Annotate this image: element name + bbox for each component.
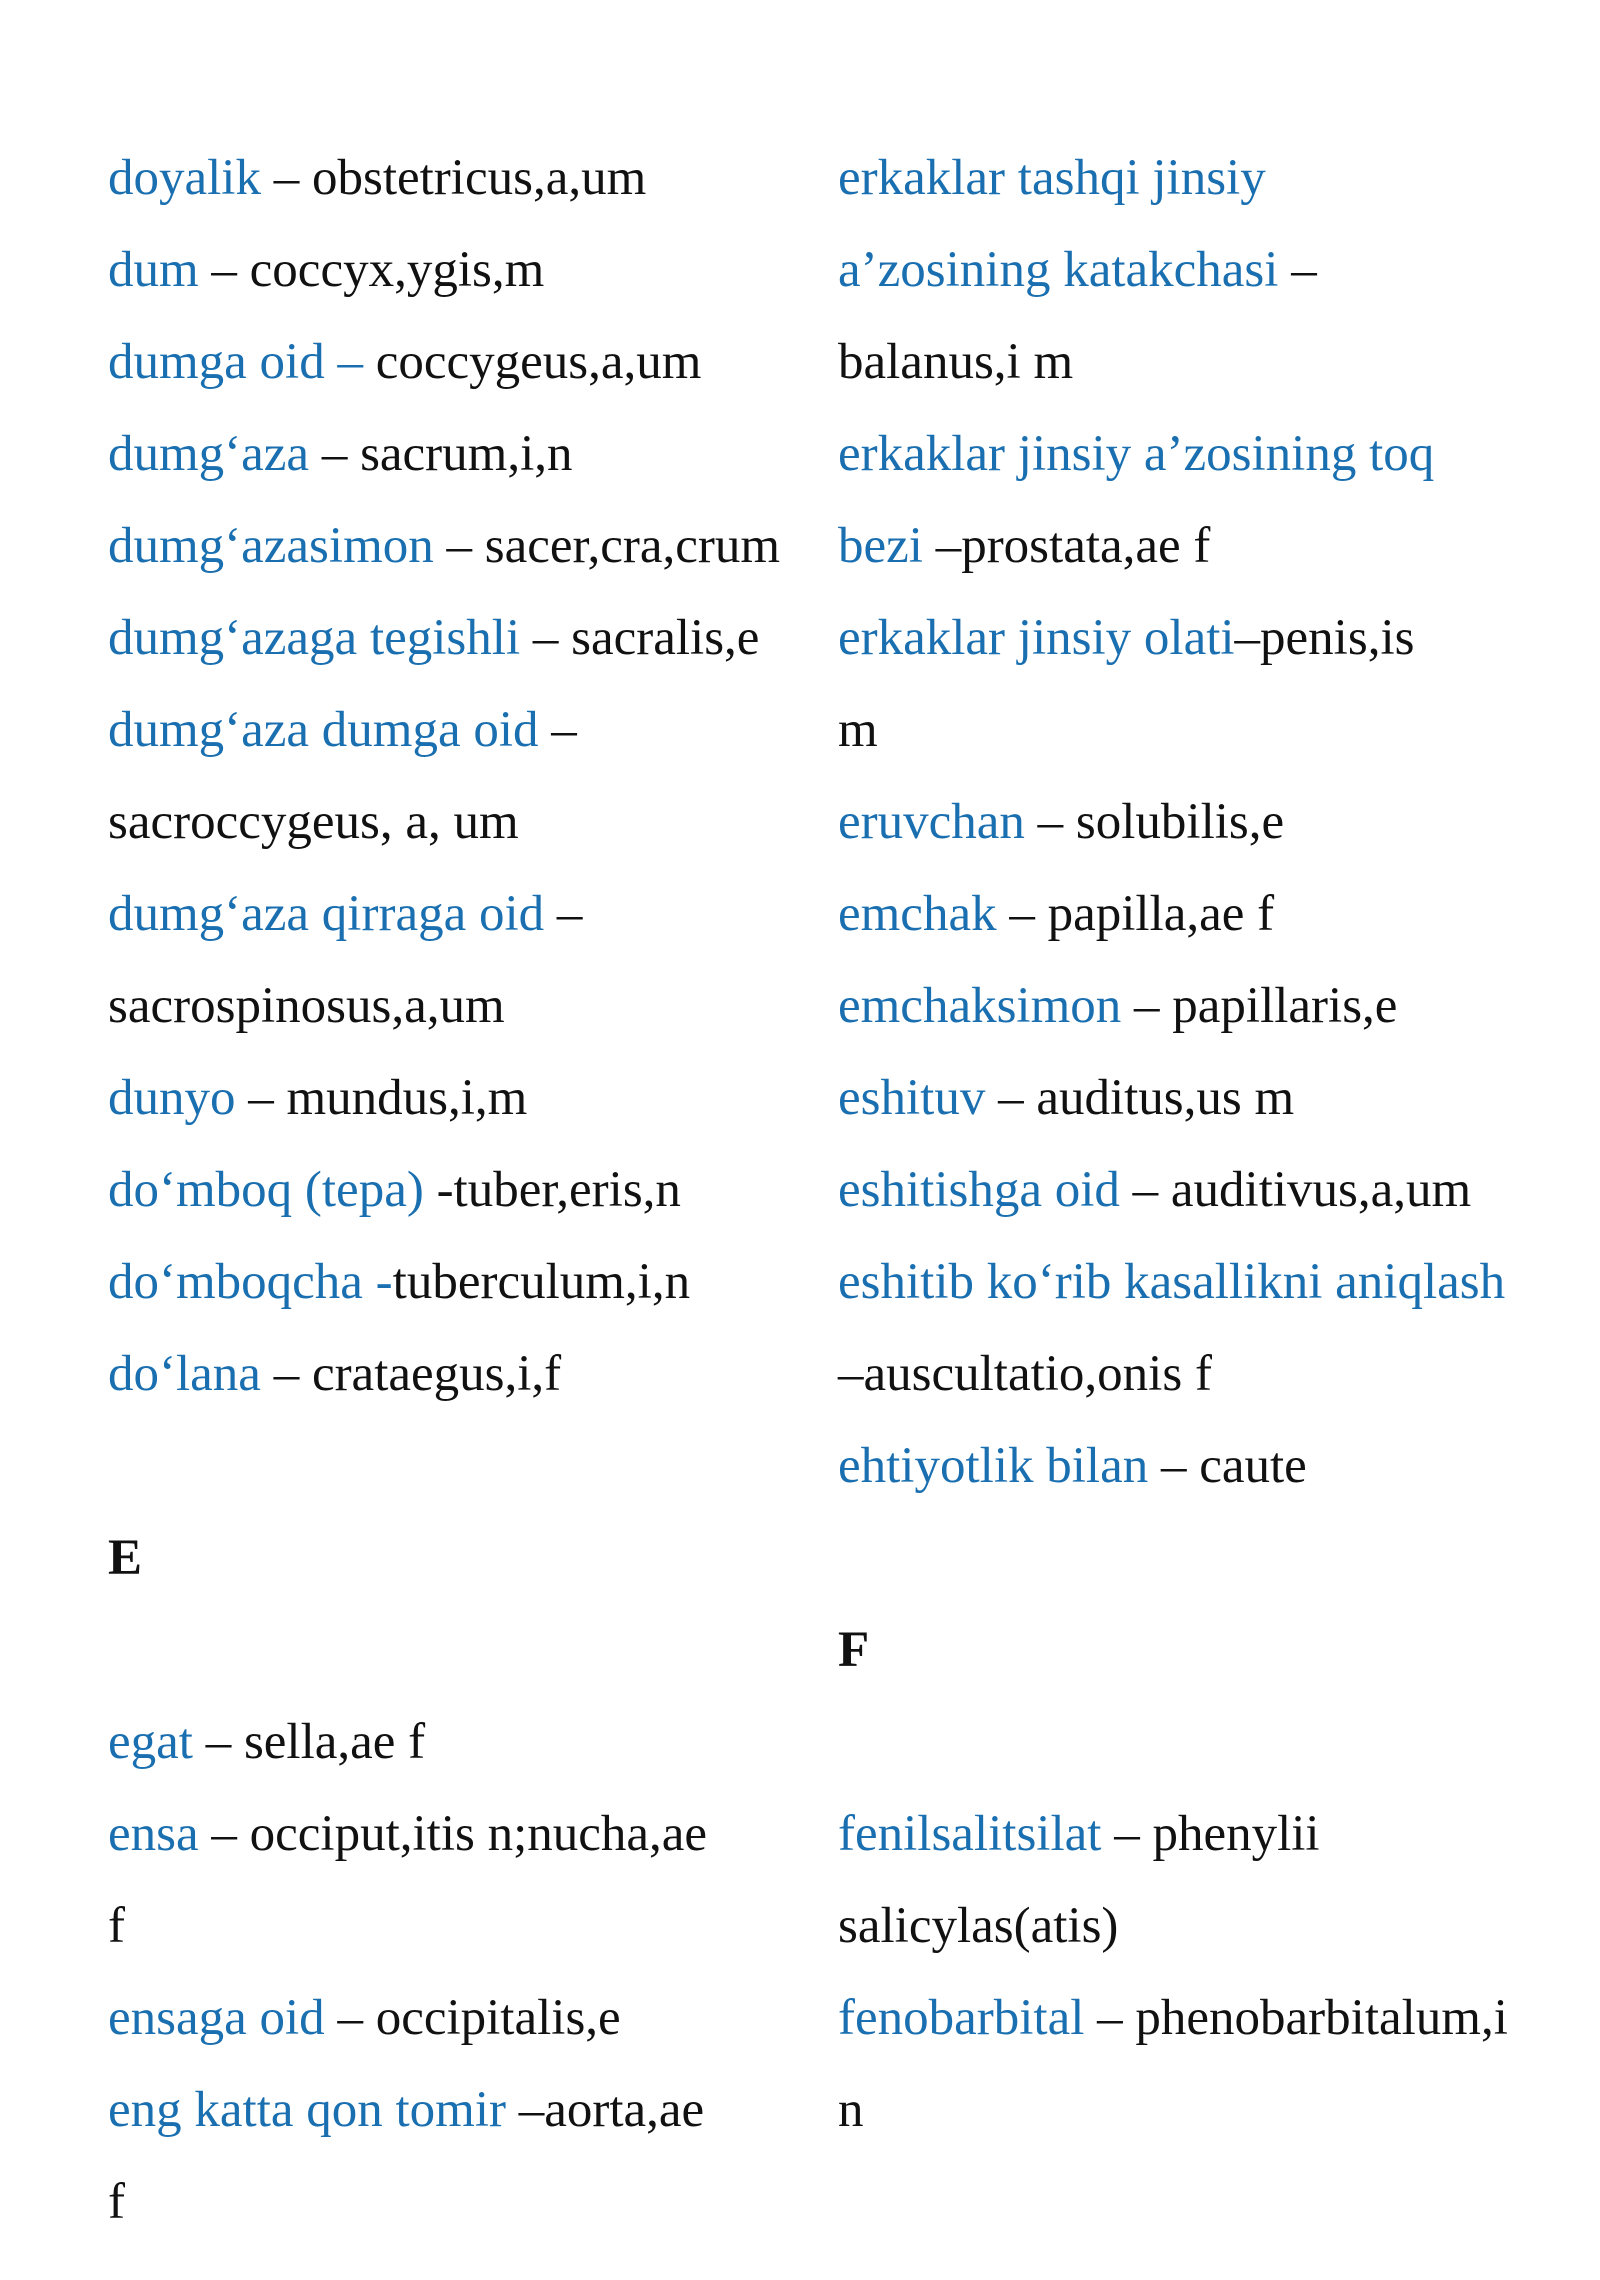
entry-term: dumga oid – <box>108 334 363 390</box>
entry-definition: – <box>538 702 577 758</box>
entry-definition: – caute <box>1148 1438 1307 1494</box>
entry-term: ensaga oid <box>108 1990 325 2046</box>
dictionary-entry-line <box>108 776 868 868</box>
dictionary-entry-line <box>108 1880 868 1972</box>
dictionary-entry-line <box>108 1788 868 1880</box>
dictionary-entry-line <box>838 224 1568 316</box>
entry-term: do‘mboqcha - <box>108 1254 393 1310</box>
entry-term: erkaklar tashqi jinsiy <box>838 150 1266 206</box>
dictionary-entry-line <box>108 1236 868 1328</box>
dictionary-entry-line <box>108 868 868 960</box>
entry-term: emchak <box>838 886 997 942</box>
dictionary-entry-line <box>838 776 1568 868</box>
entry-definition: – solubilis,e <box>1024 794 1285 850</box>
entry-definition: f <box>108 1898 125 1954</box>
dictionary-entry-line <box>838 1788 1568 1880</box>
dictionary-entry-line <box>108 224 868 316</box>
entry-term: eshituv <box>838 1070 986 1126</box>
spacer <box>108 1420 868 1512</box>
dictionary-entry-line <box>108 1696 868 1788</box>
entry-definition: sacroccygeus, a, um <box>108 794 519 850</box>
spacer <box>838 1696 1568 1788</box>
entry-definition: – sacer,cra,crum <box>433 518 780 574</box>
dictionary-entry-line <box>838 1328 1568 1420</box>
dictionary-entry-line <box>838 592 1568 684</box>
entry-definition: n <box>838 2082 864 2138</box>
dictionary-entry-line <box>108 1144 868 1236</box>
dictionary-entry-line <box>838 2064 1568 2156</box>
entry-definition: – sacrum,i,n <box>309 426 573 482</box>
entry-definition: –auscultatio,onis f <box>838 1346 1212 1402</box>
entry-definition: –penis,is <box>1234 610 1415 666</box>
entry-definition: – crataegus,i,f <box>260 1346 562 1402</box>
entry-definition: – <box>1278 242 1317 298</box>
dictionary-entry-line <box>838 868 1568 960</box>
dictionary-entry-line <box>838 1972 1568 2064</box>
entry-term: erkaklar jinsiy olati <box>838 610 1235 666</box>
dictionary-entry-line <box>108 1328 868 1420</box>
entry-definition: –aorta,ae <box>506 2082 705 2138</box>
entry-term: ensa <box>108 1806 199 1862</box>
dictionary-entry-line <box>108 2156 868 2248</box>
section-heading: F <box>838 1622 870 1678</box>
entry-term: eng katta qon tomir <box>108 2082 506 2138</box>
entry-definition: – papillaris,e <box>1121 978 1398 1034</box>
entry-term: fenobarbital <box>838 1990 1085 2046</box>
dictionary-entry-line <box>108 2064 868 2156</box>
entry-term: dumg‘aza dumga oid <box>108 702 539 758</box>
entry-definition: – occiput,itis n;nucha,ae <box>198 1806 708 1862</box>
section-heading: E <box>108 1530 143 1586</box>
entry-term: eruvchan <box>838 794 1025 850</box>
dictionary-entry-line <box>838 132 1568 224</box>
entry-definition: – sacralis,e <box>520 610 760 666</box>
entry-definition: – sella,ae f <box>192 1714 426 1770</box>
left-column <box>108 132 868 2248</box>
entry-definition: – mundus,i,m <box>235 1070 528 1126</box>
entry-term: egat <box>108 1714 193 1770</box>
dictionary-entry-line <box>838 500 1568 592</box>
dictionary-entry-line <box>108 132 868 224</box>
dictionary-entry-line <box>838 684 1568 776</box>
entry-definition: -tuber,eris,n <box>423 1162 681 1218</box>
entry-definition: tuberculum,i,n <box>392 1254 691 1310</box>
dictionary-entry-line <box>838 316 1568 408</box>
entry-definition: –prostata,ae f <box>922 518 1211 574</box>
entry-term: a’zosining katakchasi <box>838 242 1279 298</box>
right-column <box>838 132 1568 2156</box>
spacer <box>108 1604 868 1696</box>
entry-definition: sacrospinosus,a,um <box>108 978 505 1034</box>
dictionary-entry-line <box>108 1972 868 2064</box>
entry-term: emchaksimon <box>838 978 1122 1034</box>
entry-term: do‘mboq (tepa) <box>108 1162 424 1218</box>
entry-definition: – auditus,us m <box>985 1070 1295 1126</box>
dictionary-entry-line <box>108 408 868 500</box>
dictionary-entry-line <box>838 1236 1568 1328</box>
dictionary-entry-line <box>838 1052 1568 1144</box>
dictionary-entry-line <box>838 1880 1568 1972</box>
entry-definition: – <box>544 886 583 942</box>
dictionary-entry-line <box>108 316 868 408</box>
entry-definition: balanus,i m <box>838 334 1074 390</box>
entry-definition: m <box>838 702 878 758</box>
entry-term: eshitib ko‘rib kasallikni aniqlash <box>838 1254 1506 1310</box>
dictionary-entry-line <box>838 408 1568 500</box>
entry-definition: – obstetricus,a,um <box>260 150 647 206</box>
entry-definition: – auditivus,a,um <box>1119 1162 1472 1218</box>
entry-term: eshitishga oid <box>838 1162 1120 1218</box>
dictionary-entry-line <box>838 1144 1568 1236</box>
entry-term: ehtiyotlik bilan <box>838 1438 1149 1494</box>
dictionary-entry-line <box>108 592 868 684</box>
entry-definition: – phenobarbitalum,i <box>1084 1990 1508 2046</box>
entry-term: dumg‘aza qirraga oid <box>108 886 545 942</box>
entry-term: dumg‘azaga tegishli <box>108 610 521 666</box>
entry-definition: – coccyx,ygis,m <box>198 242 545 298</box>
dictionary-entry-line <box>108 1052 868 1144</box>
entry-term: fenilsalitsilat <box>838 1806 1102 1862</box>
entry-term: doyalik <box>108 150 261 206</box>
entry-term: dum <box>108 242 199 298</box>
entry-definition: – papilla,ae f <box>996 886 1275 942</box>
dictionary-entry-line <box>108 500 868 592</box>
entry-term: erkaklar jinsiy a’zosining toq <box>838 426 1435 482</box>
entry-term: bezi <box>838 518 923 574</box>
dictionary-entry-line <box>108 960 868 1052</box>
dictionary-entry-line <box>838 960 1568 1052</box>
entry-definition: – phenylii <box>1101 1806 1320 1862</box>
entry-definition: salicylas(atis) <box>838 1898 1119 1954</box>
entry-term: do‘lana <box>108 1346 261 1402</box>
entry-definition: – occipitalis,e <box>324 1990 621 2046</box>
entry-term: dunyo <box>108 1070 236 1126</box>
dictionary-entry-line <box>108 684 868 776</box>
entry-definition: f <box>108 2174 125 2230</box>
spacer <box>838 1512 1568 1604</box>
entry-term: dumg‘aza <box>108 426 310 482</box>
dictionary-entry-line <box>838 1420 1568 1512</box>
entry-term: dumg‘azasimon <box>108 518 434 574</box>
entry-definition: coccygeus,a,um <box>362 334 702 390</box>
